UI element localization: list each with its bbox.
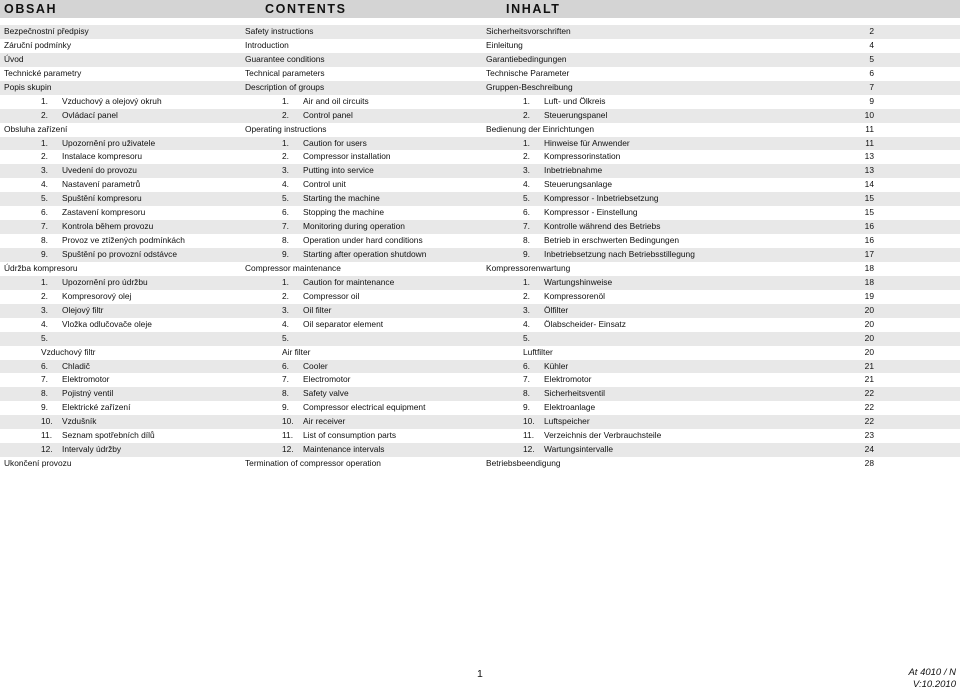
toc-item-row bbox=[0, 346, 960, 360]
toc-title-cs: Úvod bbox=[4, 53, 24, 64]
doc-version: V:10.2010 bbox=[912, 679, 956, 690]
toc-item-number-cs: 10. bbox=[41, 416, 53, 427]
toc-item-row bbox=[0, 304, 960, 318]
toc-title-cs: Nastavení parametrů bbox=[62, 179, 141, 190]
toc-title-en: Safety instructions bbox=[245, 26, 314, 36]
toc-page-number: 18 bbox=[864, 262, 874, 273]
toc-section-row bbox=[0, 39, 960, 53]
toc-title-cs: Seznam spotřebních dílů bbox=[62, 430, 155, 441]
toc-item-number-en: 7. bbox=[282, 221, 289, 232]
toc-item-number-en: 3. bbox=[282, 304, 289, 315]
toc-title-cs: Obsluha zařízení bbox=[4, 123, 68, 134]
toc-item-number-en: 9. bbox=[282, 402, 289, 413]
toc-item-number-en: 6. bbox=[282, 207, 289, 218]
toc-item-number-de: 6. bbox=[523, 360, 530, 371]
toc-title-en: Putting into service bbox=[303, 165, 374, 176]
toc-page-number: 23 bbox=[864, 430, 874, 441]
toc-title-en: Compressor maintenance bbox=[245, 262, 341, 273]
toc-item-number-en: 4. bbox=[282, 179, 289, 190]
toc-page-number: 13 bbox=[864, 151, 874, 162]
toc-item-number-cs: 1. bbox=[41, 276, 48, 287]
toc-title-de: Kontrolle während des Betriebs bbox=[544, 221, 661, 232]
header-cs: OBSAH bbox=[4, 2, 58, 16]
toc-page-number: 11 bbox=[865, 137, 874, 148]
toc-title-cs: Spuštění kompresoru bbox=[62, 193, 142, 204]
toc-item-row bbox=[0, 429, 960, 443]
toc-page-number: 16 bbox=[864, 235, 874, 246]
toc-item-number-cs: 5. bbox=[41, 332, 48, 343]
toc-page-number: 20 bbox=[864, 346, 874, 357]
toc-item-number-cs: 6. bbox=[41, 207, 48, 218]
toc-title-en: Maintenance intervals bbox=[303, 444, 385, 455]
toc-title-de: Betrieb in erschwerten Bedingungen bbox=[544, 235, 680, 246]
toc-title-cs: Chladič bbox=[62, 360, 90, 371]
toc-page-number: 4 bbox=[869, 39, 874, 50]
toc-title-de: Hinweise für Anwender bbox=[544, 137, 630, 148]
toc-item-number-de: 7. bbox=[523, 221, 530, 232]
toc-title-cs: Spuštění po provozní odstávce bbox=[62, 249, 177, 259]
toc-item-number-cs: 9. bbox=[41, 249, 48, 259]
toc-item-number-en: 9. bbox=[282, 249, 289, 259]
toc-title-en: Air and oil circuits bbox=[303, 95, 369, 106]
toc-section-row bbox=[0, 123, 960, 137]
toc-title-en: Cooler bbox=[303, 360, 328, 371]
toc-item-row bbox=[0, 443, 960, 457]
toc-title-en: Electromotor bbox=[303, 374, 351, 385]
toc-item-number-cs: 8. bbox=[41, 235, 48, 246]
toc-item-number-de: 4. bbox=[523, 318, 530, 329]
toc-title-en: Oil filter bbox=[303, 304, 332, 315]
toc-title-en: Control panel bbox=[303, 109, 353, 120]
toc-item-number-cs: 11. bbox=[41, 430, 53, 441]
toc-title-de: Kühler bbox=[544, 360, 569, 371]
toc-item-number-cs: 9. bbox=[41, 402, 48, 413]
toc-title-en: Caution for maintenance bbox=[303, 276, 395, 287]
toc-item-number-de: 7. bbox=[523, 374, 530, 385]
toc-title-cs: Provoz ve ztížených podmínkách bbox=[62, 235, 185, 246]
toc-title-de: Luft- und Ölkreis bbox=[544, 95, 606, 106]
toc-title-de: Luftspeicher bbox=[544, 416, 590, 427]
toc-item-number-cs: 4. bbox=[41, 179, 48, 190]
toc-title-de: Wartungshinweise bbox=[544, 276, 613, 287]
toc-item-row bbox=[0, 164, 960, 178]
toc-page-number: 2 bbox=[869, 26, 874, 36]
toc-item-row bbox=[0, 415, 960, 429]
toc-title-de: Inbetriebnahme bbox=[544, 165, 603, 176]
toc-item-row bbox=[0, 248, 960, 262]
toc-title-cs: Elektrické zařízení bbox=[62, 402, 131, 413]
toc-item-number-de: 5. bbox=[523, 193, 530, 204]
toc-item-row bbox=[0, 206, 960, 220]
toc-section-row bbox=[0, 53, 960, 67]
toc-page-number: 19 bbox=[864, 290, 874, 301]
toc-item-row bbox=[0, 192, 960, 206]
toc-title-en: Oil separator element bbox=[303, 318, 384, 329]
toc-title-de: Einleitung bbox=[486, 39, 523, 50]
toc-item-number-de: 1. bbox=[523, 276, 530, 287]
toc-title-cs: Pojistný ventil bbox=[62, 388, 114, 399]
toc-item-row bbox=[0, 373, 960, 387]
toc-title-de: Garantiebedingungen bbox=[486, 53, 567, 64]
toc-item-number-en: 4. bbox=[282, 318, 289, 329]
toc-page-number: 17 bbox=[864, 249, 874, 259]
toc-item-number-en: 1. bbox=[282, 137, 289, 148]
toc-title-cs: Vložka odlučovače oleje bbox=[62, 318, 152, 329]
toc-title-cs: Technické parametry bbox=[4, 67, 82, 78]
toc-title-de: Kompressor - Inbetriebsetzung bbox=[544, 193, 659, 204]
toc-item-number-de: 9. bbox=[523, 402, 530, 413]
toc-title-en: Compressor installation bbox=[303, 151, 391, 162]
toc-item-number-cs: 2. bbox=[41, 290, 48, 301]
toc-item-number-en: 3. bbox=[282, 165, 289, 176]
toc-item-number-en: 1. bbox=[282, 95, 289, 106]
toc-item-row bbox=[0, 401, 960, 415]
toc-item-number-en: 5. bbox=[282, 332, 289, 343]
toc-item-number-de: 3. bbox=[523, 165, 530, 176]
toc-title-de: Kompressor - Einstellung bbox=[544, 207, 638, 218]
toc-item-number-de: 11. bbox=[523, 430, 535, 441]
toc-title-de: Verzeichnis der Verbrauchsteile bbox=[544, 430, 662, 441]
toc-item-number-en: 5. bbox=[282, 193, 289, 204]
toc-item-number-cs: 12. bbox=[41, 444, 53, 455]
toc-title-de: Ölfilter bbox=[544, 304, 569, 315]
toc-page-number: 5 bbox=[869, 53, 874, 64]
toc-title-en: Guarantee conditions bbox=[245, 53, 325, 64]
toc-item-number-de: 1. bbox=[523, 137, 530, 148]
toc-page-number: 6 bbox=[869, 67, 874, 78]
toc-item-row bbox=[0, 137, 960, 151]
toc-item-row bbox=[0, 360, 960, 374]
toc-item-row bbox=[0, 220, 960, 234]
toc-title-de: Elektroanlage bbox=[544, 402, 596, 413]
page-number: 1 bbox=[477, 668, 483, 680]
toc-item-number-cs: 8. bbox=[41, 388, 48, 399]
toc-page-number: 20 bbox=[864, 304, 874, 315]
toc-title-de: Technische Parameter bbox=[486, 67, 570, 78]
toc-title-en: Compressor electrical equipment bbox=[303, 402, 426, 413]
toc-item-row bbox=[0, 276, 960, 290]
toc-title-cs: Vzduchový filtr bbox=[41, 346, 96, 357]
toc-title-cs: Upozornění pro uživatele bbox=[62, 137, 156, 148]
toc-title-de: Ölabscheider- Einsatz bbox=[544, 318, 626, 329]
doc-code: At 4010 / N bbox=[908, 667, 956, 678]
toc-item-row bbox=[0, 332, 960, 346]
toc-item-number-cs: 4. bbox=[41, 318, 48, 329]
toc-page-number: 28 bbox=[864, 458, 874, 469]
toc-title-de: Elektromotor bbox=[544, 374, 592, 385]
toc-item-row bbox=[0, 150, 960, 164]
toc-item-number-en: 2. bbox=[282, 109, 289, 120]
toc-item-number-cs: 3. bbox=[41, 165, 48, 176]
toc-title-de: Inbetriebsetzung nach Betriebsstillegung bbox=[544, 249, 695, 259]
toc-item-row bbox=[0, 290, 960, 304]
toc-title-cs: Upozornění pro údržbu bbox=[62, 276, 148, 287]
toc-title-en: List of consumption parts bbox=[303, 430, 397, 441]
toc-page-number: 16 bbox=[864, 221, 874, 232]
toc-title-de: Betriebsbeendigung bbox=[486, 458, 561, 469]
toc-title-en: Monitoring during operation bbox=[303, 221, 405, 232]
toc-title-en: Technical parameters bbox=[245, 67, 325, 78]
toc-title-de: Bedienung der Einrichtungen bbox=[486, 123, 595, 134]
toc-section-row bbox=[0, 81, 960, 95]
toc-page-number: 15 bbox=[864, 193, 874, 204]
toc-title-de: Sicherheitsvorschriften bbox=[486, 26, 571, 36]
toc-title-cs: Popis skupin bbox=[4, 81, 52, 92]
toc-item-number-de: 2. bbox=[523, 109, 530, 120]
toc-title-cs: Ukončení provozu bbox=[4, 458, 72, 469]
toc-section-row bbox=[0, 67, 960, 81]
toc-item-number-cs: 7. bbox=[41, 221, 48, 232]
toc-item-number-de: 8. bbox=[523, 388, 530, 399]
toc-title-en: Air filter bbox=[282, 346, 311, 357]
toc-item-number-de: 2. bbox=[523, 151, 530, 162]
toc-title-cs: Uvedení do provozu bbox=[62, 165, 137, 176]
toc-title-en: Termination of compressor operation bbox=[245, 458, 381, 469]
header-de: INHALT bbox=[506, 2, 561, 16]
toc-title-en: Stopping the machine bbox=[303, 207, 385, 218]
toc-item-number-de: 12. bbox=[523, 444, 535, 455]
toc-item-number-de: 9. bbox=[523, 249, 530, 259]
toc-title-de: Gruppen-Beschreibung bbox=[486, 81, 573, 92]
toc-item-number-de: 4. bbox=[523, 179, 530, 190]
toc-item-number-de: 10. bbox=[523, 416, 535, 427]
toc-title-cs: Ovládací panel bbox=[62, 109, 118, 120]
toc-title-de: Kompressorenöl bbox=[544, 290, 605, 301]
toc-title-en: Safety valve bbox=[303, 388, 349, 399]
toc-page-number: 21 bbox=[864, 360, 874, 371]
toc-item-number-cs: 1. bbox=[41, 137, 48, 148]
toc-item-number-en: 12. bbox=[282, 444, 294, 455]
toc-title-cs: Elektromotor bbox=[62, 374, 110, 385]
toc-title-cs: Bezpečnostní předpisy bbox=[4, 26, 89, 36]
toc-item-number-de: 3. bbox=[523, 304, 530, 315]
toc-item-number-en: 8. bbox=[282, 388, 289, 399]
toc-item-row bbox=[0, 95, 960, 109]
toc-section-row bbox=[0, 25, 960, 39]
toc-item-number-cs: 6. bbox=[41, 360, 48, 371]
toc-item-number-de: 2. bbox=[523, 290, 530, 301]
toc-page-number: 14 bbox=[864, 179, 874, 190]
toc-title-de: Steuerungsanlage bbox=[544, 179, 612, 190]
toc-item-number-en: 8. bbox=[282, 235, 289, 246]
toc-item-number-cs: 2. bbox=[41, 151, 48, 162]
toc-title-cs: Vzduchový a olejový okruh bbox=[62, 95, 162, 106]
toc-title-cs: Olejový filtr bbox=[62, 304, 104, 315]
header-en: CONTENTS bbox=[265, 2, 347, 16]
toc-title-de: Luftfilter bbox=[523, 346, 553, 357]
toc-title-en: Air receiver bbox=[303, 416, 346, 427]
toc-page-number: 7 bbox=[869, 81, 874, 92]
toc-item-number-en: 1. bbox=[282, 276, 289, 287]
toc-title-en: Operation under hard conditions bbox=[303, 235, 423, 246]
toc-title-cs: Vzdušník bbox=[62, 416, 97, 427]
toc-item-number-de: 5. bbox=[523, 332, 530, 343]
toc-item-number-cs: 2. bbox=[41, 109, 48, 120]
toc-item-number-en: 2. bbox=[282, 290, 289, 301]
toc-page-number: 20 bbox=[864, 332, 874, 343]
table-of-contents bbox=[0, 25, 960, 471]
toc-item-row bbox=[0, 387, 960, 401]
document-code bbox=[908, 667, 956, 691]
toc-title-cs: Kontrola během provozu bbox=[62, 221, 154, 232]
toc-item-number-cs: 3. bbox=[41, 304, 48, 315]
toc-item-number-de: 1. bbox=[523, 95, 530, 106]
toc-page-number: 15 bbox=[864, 207, 874, 218]
toc-title-en: Compressor oil bbox=[303, 290, 360, 301]
toc-title-cs: Údržba kompresoru bbox=[4, 262, 78, 273]
toc-title-de: Wartungsintervalle bbox=[544, 444, 614, 455]
toc-title-de: Sicherheitsventil bbox=[544, 388, 605, 399]
toc-title-en: Control unit bbox=[303, 179, 346, 190]
toc-page-number: 22 bbox=[864, 416, 874, 427]
toc-title-en: Caution for users bbox=[303, 137, 367, 148]
toc-item-number-en: 7. bbox=[282, 374, 289, 385]
toc-title-cs: Intervaly údržby bbox=[62, 444, 122, 455]
toc-page-number: 11 bbox=[865, 123, 874, 134]
toc-page-number: 9 bbox=[869, 95, 874, 106]
toc-item-row bbox=[0, 178, 960, 192]
toc-page-number: 18 bbox=[864, 276, 874, 287]
toc-title-en: Starting after operation shutdown bbox=[303, 249, 427, 259]
toc-title-cs: Zastavení kompresoru bbox=[62, 207, 146, 218]
toc-title-cs: Kompresorový olej bbox=[62, 290, 132, 301]
toc-section-row bbox=[0, 262, 960, 276]
toc-title-de: Kompressorinstation bbox=[544, 151, 621, 162]
toc-item-row bbox=[0, 109, 960, 123]
toc-item-number-de: 6. bbox=[523, 207, 530, 218]
toc-page-number: 20 bbox=[864, 318, 874, 329]
toc-title-en: Introduction bbox=[245, 39, 289, 50]
toc-title-en: Description of groups bbox=[245, 81, 325, 92]
toc-item-number-cs: 7. bbox=[41, 374, 48, 385]
toc-item-row bbox=[0, 234, 960, 248]
toc-item-number-en: 6. bbox=[282, 360, 289, 371]
toc-page-number: 22 bbox=[864, 388, 874, 399]
toc-title-de: Steuerungspanel bbox=[544, 109, 608, 120]
toc-item-row bbox=[0, 318, 960, 332]
toc-title-en: Operating instructions bbox=[245, 123, 327, 134]
toc-section-row bbox=[0, 457, 960, 471]
toc-item-number-cs: 1. bbox=[41, 95, 48, 106]
toc-page-number: 13 bbox=[864, 165, 874, 176]
toc-page-number: 10 bbox=[864, 109, 874, 120]
toc-item-number-en: 11. bbox=[282, 430, 294, 441]
toc-page-number: 21 bbox=[864, 374, 874, 385]
toc-page-number: 22 bbox=[864, 402, 874, 413]
toc-title-cs: Záruční podmínky bbox=[4, 39, 72, 50]
toc-item-number-de: 8. bbox=[523, 235, 530, 246]
toc-title-en: Starting the machine bbox=[303, 193, 380, 204]
toc-title-cs: Instalace kompresoru bbox=[62, 151, 143, 162]
contents-header-bar bbox=[0, 0, 960, 18]
toc-item-number-en: 10. bbox=[282, 416, 294, 427]
toc-item-number-cs: 5. bbox=[41, 193, 48, 204]
toc-page-number: 24 bbox=[864, 444, 874, 455]
toc-item-number-en: 2. bbox=[282, 151, 289, 162]
toc-title-de: Kompressorenwartung bbox=[486, 262, 571, 273]
